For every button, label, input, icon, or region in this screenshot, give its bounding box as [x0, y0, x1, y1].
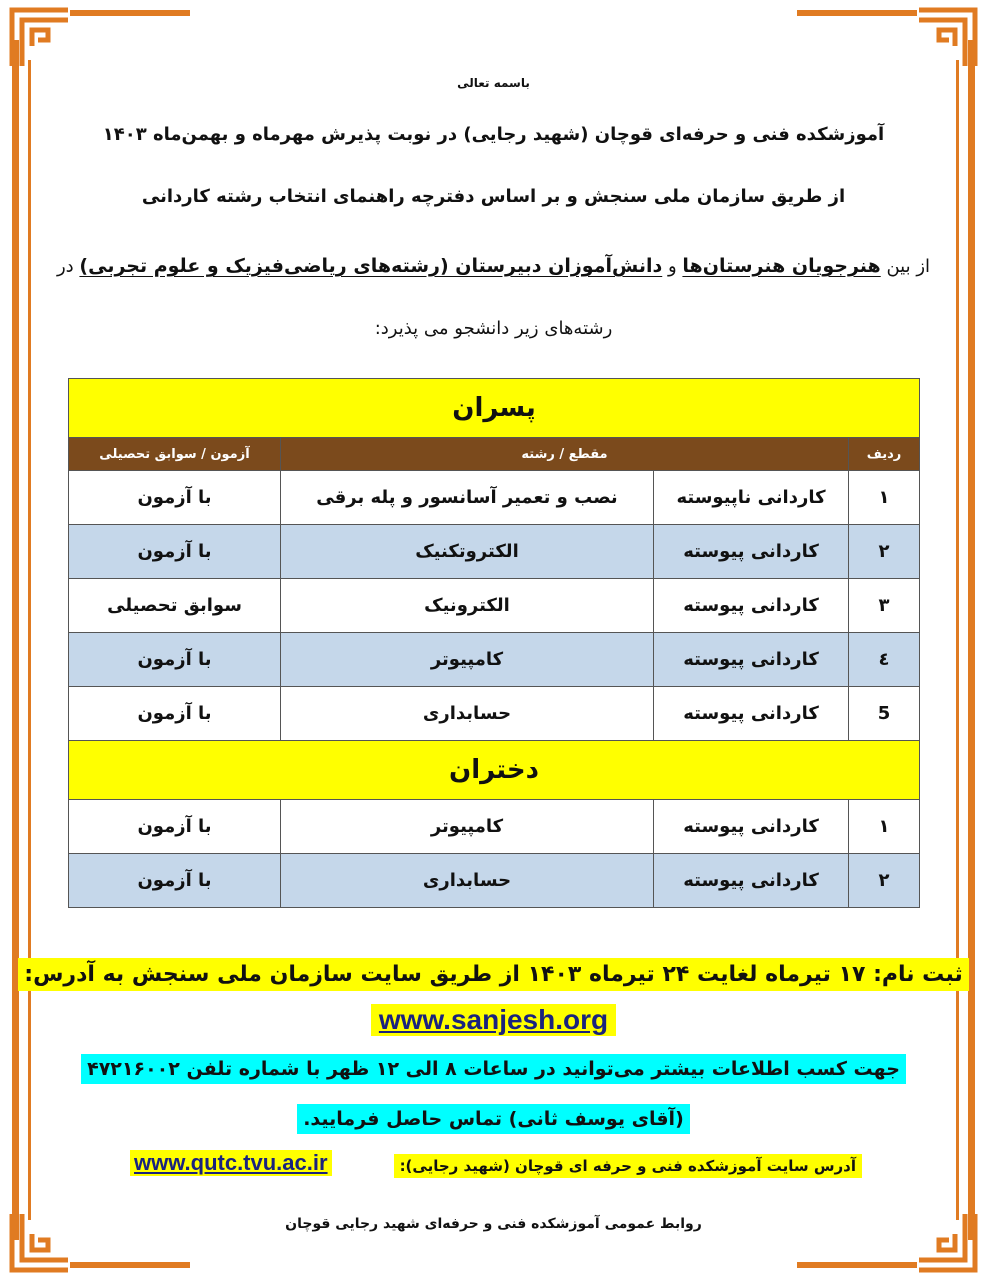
table-row: [69, 471, 920, 525]
row-number: ۲: [849, 525, 920, 579]
table-row: [69, 579, 920, 633]
college-site-link[interactable]: www.qutc.tvu.ac.ir: [130, 1150, 332, 1176]
row-admission: با آزمون: [69, 687, 281, 741]
basmala: باسمه تعالی: [457, 76, 530, 90]
row-level: کاردانی پیوسته: [654, 800, 849, 854]
row-field: کامپیوتر: [281, 633, 654, 687]
contact-info-text-1: جهت کسب اطلاعات بیشتر می‌توانید در ساعات ۸ الی ۱۲ ظهر با شماره تلفن ۴۷۲۱۶۰۰۲: [81, 1054, 906, 1084]
row-number: ۱: [849, 471, 920, 525]
header-field: مقطع / رشته: [281, 438, 849, 471]
contact-info-2: [0, 1104, 987, 1134]
row-number: ۱: [849, 800, 920, 854]
intro-line-2: از طریق سازمان ملی سنجش و بر اساس دفترچه راهنمای انتخاب رشته کاردانی: [141, 186, 846, 207]
row-field: الکتروتکنیک: [281, 525, 654, 579]
row-admission: با آزمون: [69, 854, 281, 908]
row-level: کاردانی پیوسته: [654, 525, 849, 579]
row-level: کاردانی پیوسته: [654, 854, 849, 908]
registration-notice: [0, 958, 987, 991]
row-admission: سوابق تحصیلی: [69, 579, 281, 633]
intro-line-1: آموزشکده فنی و حرفه‌ای قوچان (شهید رجایی) در نوبت پذیرش مهرماه و بهمن‌ماه ۱۴۰۳: [102, 124, 885, 145]
programs-table: [68, 378, 920, 908]
footer-signature: روابط عمومی آموزشکده فنی و حرفه‌ای شهید رجایی قوچان: [285, 1216, 702, 1232]
college-site-label: آدرس سایت آموزشکده فنی و حرفه ای قوچان (شهید رجایی):: [394, 1154, 862, 1178]
row-level: کاردانی پیوسته: [654, 579, 849, 633]
registration-text: ثبت نام: ۱۷ تیرماه لغایت ۲۴ تیرماه ۱۴۰۳ از طریق سایت سازمان ملی سنجش به آدرس:: [18, 958, 968, 991]
table-row: [69, 633, 920, 687]
row-field: نصب و تعمیر آسانسور و پله برقی: [281, 471, 654, 525]
header-admission: آزمون / سوابق تحصیلی: [69, 438, 281, 471]
row-number: ۳: [849, 579, 920, 633]
row-level: کاردانی پیوسته: [654, 633, 849, 687]
sanjesh-link-row: [0, 1004, 987, 1036]
row-admission: با آزمون: [69, 800, 281, 854]
intro-line-3-pre: از بین: [886, 256, 931, 277]
contact-info-text-2: (آقای یوسف ثانی) تماس حاصل فرمایید.: [297, 1104, 690, 1134]
row-number: 5: [849, 687, 920, 741]
intro-highlight-high-school-students: دانش‌آموزان دبیرستان (رشته‌های ریاضی‌فیزیک و علوم تجربی): [79, 255, 663, 277]
row-admission: با آزمون: [69, 525, 281, 579]
row-level: کاردانی پیوسته: [654, 687, 849, 741]
section-title-boys: پسران: [69, 379, 920, 438]
intro-highlight-technical-students: هنرجویان هنرستان‌ها: [682, 255, 881, 277]
table-row: [69, 800, 920, 854]
row-number: ٤: [849, 633, 920, 687]
row-field: حسابداری: [281, 854, 654, 908]
intro-line-3-and: و: [667, 256, 677, 277]
sanjesh-link[interactable]: www.sanjesh.org: [371, 1004, 616, 1036]
header-row-number: ردیف: [849, 438, 920, 471]
college-site-row: [130, 1150, 862, 1184]
intro-line-4: رشته‌های زیر دانشجو می پذیرد:: [374, 318, 613, 339]
intro-line-3-post: در: [56, 256, 74, 277]
section-title-girls: دختران: [69, 741, 920, 800]
row-field: الکترونیک: [281, 579, 654, 633]
table-row: [69, 525, 920, 579]
contact-info-1: [0, 1054, 987, 1084]
row-number: ۲: [849, 854, 920, 908]
table-row: [69, 854, 920, 908]
row-admission: با آزمون: [69, 633, 281, 687]
row-level: کاردانی ناپیوسته: [654, 471, 849, 525]
row-field: حسابداری: [281, 687, 654, 741]
row-field: کامپیوتر: [281, 800, 654, 854]
table-row: [69, 687, 920, 741]
intro-line-3: [0, 255, 987, 277]
row-admission: با آزمون: [69, 471, 281, 525]
